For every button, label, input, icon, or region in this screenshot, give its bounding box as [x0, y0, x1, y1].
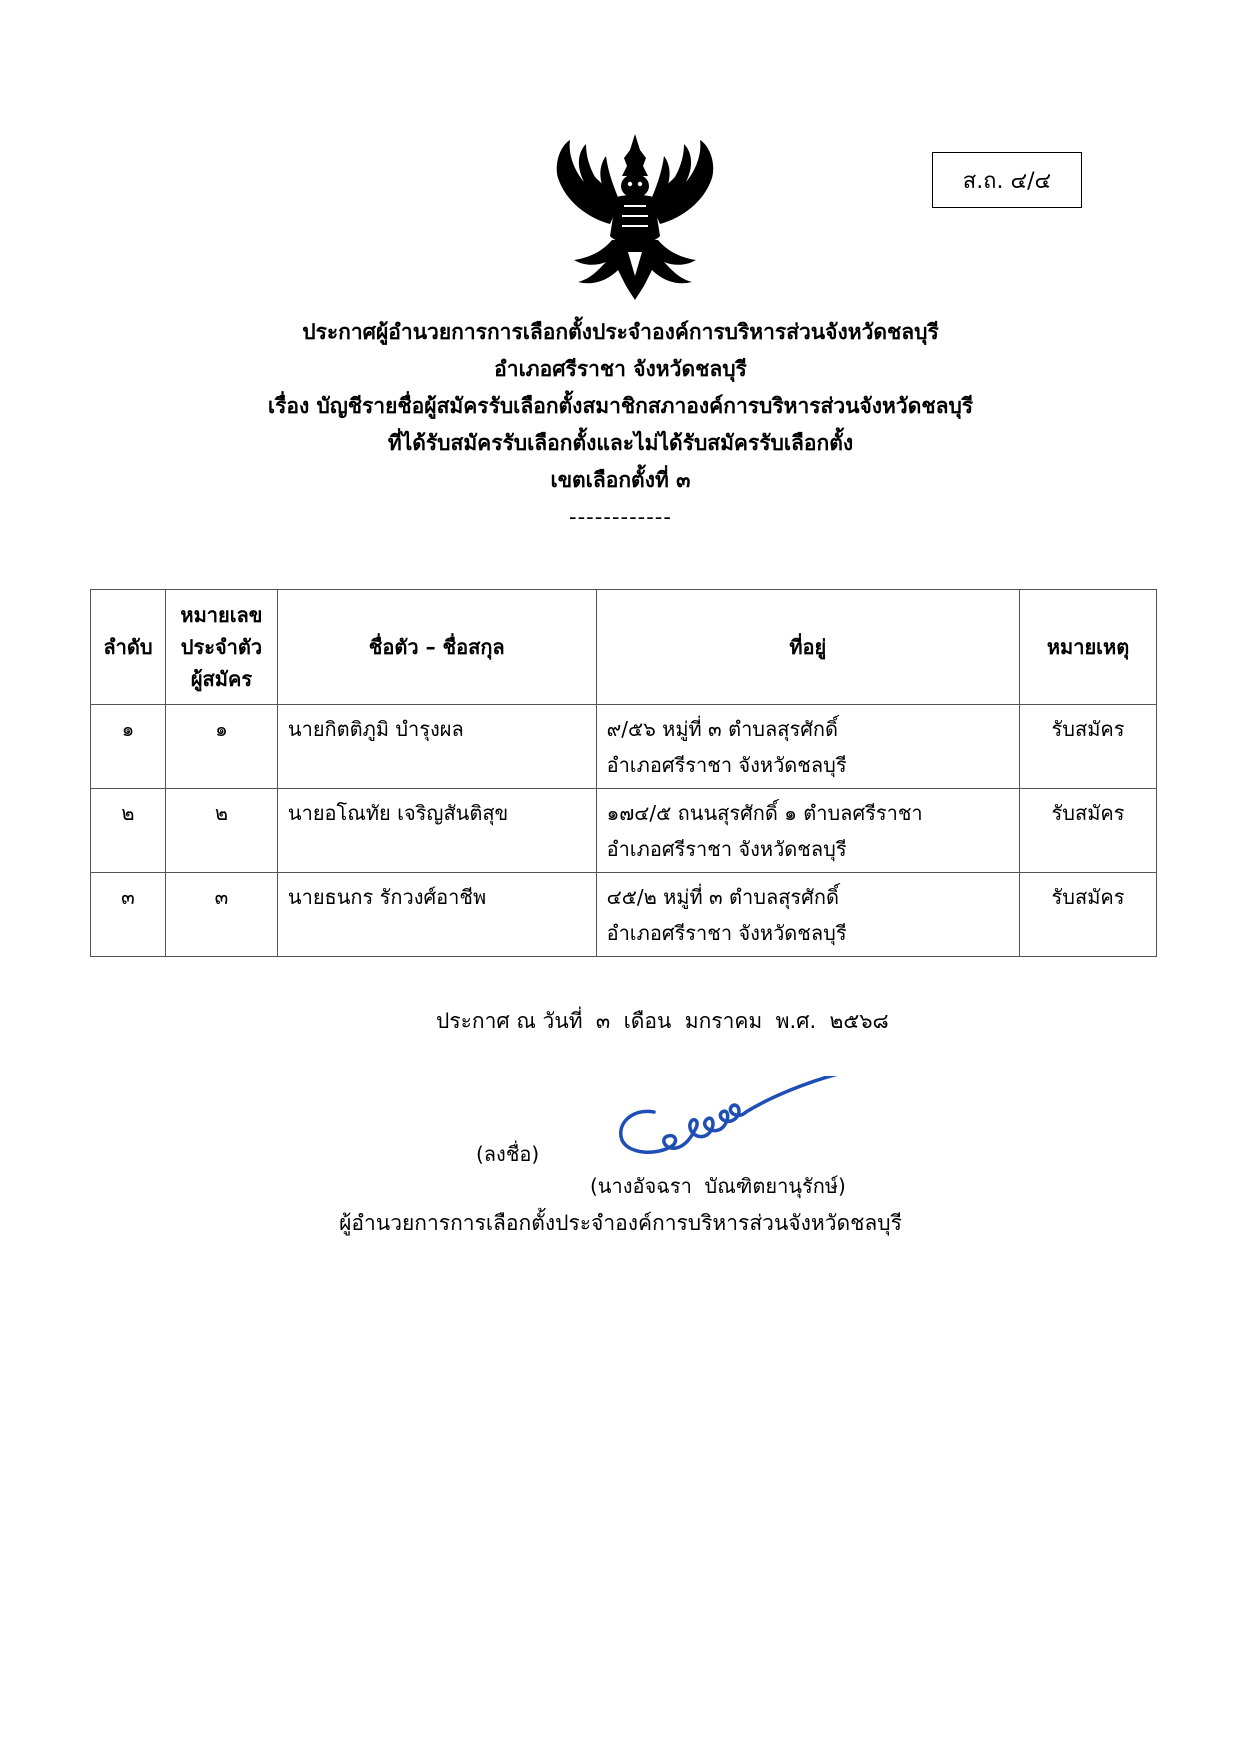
- row-remark: รับสมัคร: [1020, 789, 1157, 873]
- header-order: ลำดับ: [91, 590, 166, 705]
- row-number: ๓: [165, 873, 277, 957]
- header-number-line-1: หมายเลข: [180, 603, 263, 627]
- address-line-1: ๙/๕๖ หมู่ที่ ๓ ตำบลสุรศักดิ์: [606, 717, 838, 741]
- heading-line-2: อำเภอศรีราชา จังหวัดชลบุรี: [494, 357, 747, 381]
- header-address: ที่อยู่: [596, 590, 1019, 705]
- row-name: นายกิตติภูมิ บำรุงผล: [277, 705, 596, 789]
- table-header-row: [91, 590, 1157, 705]
- table-row: [91, 873, 1157, 957]
- header-number-line-2: ประจำตัว: [180, 635, 263, 659]
- row-remark: รับสมัคร: [1020, 705, 1157, 789]
- signer-name: (นางอัจฉรา บัณฑิตยานุรักษ์): [590, 1174, 846, 1198]
- form-code: ส.ถ. ๔/๔: [962, 168, 1052, 194]
- row-remark: รับสมัคร: [1020, 873, 1157, 957]
- address-line-1: ๑๗๔/๕ ถนนสุรศักดิ์ ๑ ตำบลศรีราชา: [606, 801, 923, 825]
- header-candidate-number: [165, 590, 277, 705]
- form-code-box: [932, 152, 1082, 208]
- header-name: ชื่อตัว – ชื่อสกุล: [277, 590, 596, 705]
- candidates-table: [90, 589, 1157, 957]
- heading-rule: ------------: [569, 505, 672, 529]
- heading-line-4: ที่ได้รับสมัครรับเลือกตั้งและไม่ได้รับสมัครรับเลือกตั้ง: [387, 431, 854, 455]
- garuda-emblem-icon: [548, 132, 722, 300]
- address-line-2: อำเภอศรีราชา จังหวัดชลบุรี: [606, 837, 847, 861]
- heading-line-5: เขตเลือกตั้งที่ ๓: [550, 468, 691, 492]
- row-name: นายอโณทัย เจริญสันติสุข: [277, 789, 596, 873]
- announcement-heading: [0, 314, 1241, 536]
- row-address: [596, 705, 1019, 789]
- row-order: ๒: [91, 789, 166, 873]
- announcement-date: ประกาศ ณ วันที่ ๓ เดือน มกราคม พ.ศ. ๒๕๖๘: [436, 1009, 889, 1033]
- row-order: ๑: [91, 705, 166, 789]
- address-line-2: อำเภอศรีราชา จังหวัดชลบุรี: [606, 753, 847, 777]
- heading-line-3: เรื่อง บัญชีรายชื่อผู้สมัครรับเลือกตั้งสมาชิกสภาองค์การบริหารส่วนจังหวัดชลบุรี: [267, 394, 974, 418]
- table-row: [91, 789, 1157, 873]
- signature-label: (ลงชื่อ): [476, 1142, 540, 1166]
- row-address: [596, 873, 1019, 957]
- row-number: ๒: [165, 789, 277, 873]
- table-row: [91, 705, 1157, 789]
- row-address: [596, 789, 1019, 873]
- handwritten-signature: [612, 1076, 842, 1166]
- address-line-1: ๔๕/๒ หมู่ที่ ๓ ตำบลสุรศักดิ์: [606, 885, 839, 909]
- header-number-line-3: ผู้สมัคร: [190, 667, 253, 691]
- address-line-2: อำเภอศรีราชา จังหวัดชลบุรี: [606, 921, 847, 945]
- row-order: ๓: [91, 873, 166, 957]
- row-name: นายธนกร รักวงศ์อาชีพ: [277, 873, 596, 957]
- heading-line-1: ประกาศผู้อำนวยการการเลือกตั้งประจำองค์การบริหารส่วนจังหวัดชลบุรี: [302, 320, 939, 344]
- header-remark: หมายเหตุ: [1020, 590, 1157, 705]
- signer-title: ผู้อำนวยการการเลือกตั้งประจำองค์การบริหารส่วนจังหวัดชลบุรี: [339, 1211, 902, 1235]
- row-number: ๑: [165, 705, 277, 789]
